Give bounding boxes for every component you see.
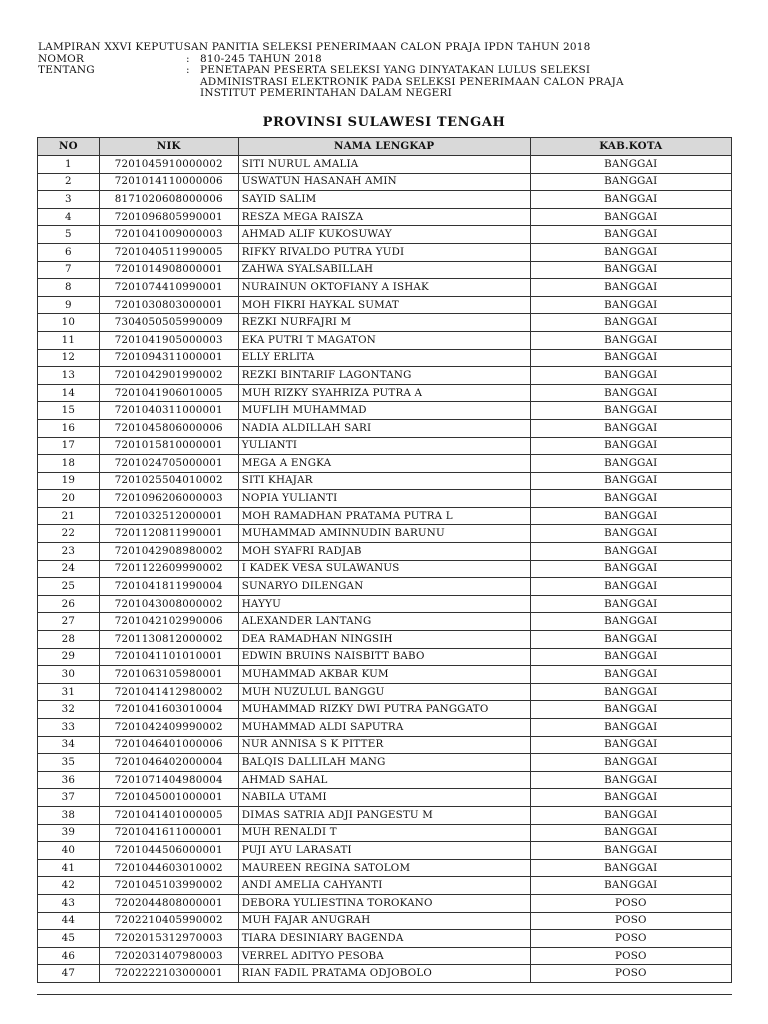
cell-no: 22 [38, 525, 100, 543]
cell-kab: BANGGAI [530, 631, 731, 649]
cell-nama: AHMAD ALIF KUKOSUWAY [238, 226, 530, 244]
table-row [38, 472, 732, 490]
cell-kab: BANGGAI [530, 226, 731, 244]
cell-no: 6 [38, 243, 100, 261]
cell-nama: EKA PUTRI T MAGATON [238, 331, 530, 349]
cell-no: 3 [38, 191, 100, 209]
table-row [38, 507, 732, 525]
table-row [38, 877, 732, 895]
cell-nama: MOH SYAFRI RADJAB [238, 543, 530, 561]
cell-nama: MUHAMMAD AMINNUDIN BARUNU [238, 525, 530, 543]
cell-nama: EDWIN BRUINS NAISBITT BABO [238, 648, 530, 666]
nomor-colon: : [186, 52, 190, 65]
cell-nik: 7201041611000001 [99, 824, 238, 842]
cell-kab: BANGGAI [530, 437, 731, 455]
cell-no: 13 [38, 367, 100, 385]
table-row [38, 156, 732, 174]
cell-nik: 7201041401000005 [99, 806, 238, 824]
cell-kab: BANGGAI [530, 859, 731, 877]
cell-no: 7 [38, 261, 100, 279]
table-row [38, 894, 732, 912]
cell-nik: 7201096805990001 [99, 208, 238, 226]
cell-no: 33 [38, 719, 100, 737]
cell-nama: NADIA ALDILLAH SARI [238, 419, 530, 437]
cell-nama: NUR ANNISA S K PITTER [238, 736, 530, 754]
table-row [38, 859, 732, 877]
cell-no: 43 [38, 894, 100, 912]
cell-kab: POSO [530, 894, 731, 912]
cell-nik: 7201040511990005 [99, 243, 238, 261]
cell-nama: MUFLIH MUHAMMAD [238, 402, 530, 420]
cell-nama: PUJI AYU LARASATI [238, 842, 530, 860]
table-row [38, 437, 732, 455]
cell-kab: BANGGAI [530, 455, 731, 473]
cell-nik: 7201041905000003 [99, 331, 238, 349]
cell-kab: BANGGAI [530, 208, 731, 226]
tentang-line [38, 65, 738, 100]
cell-nama: MUH RIZKY SYAHRIZA PUTRA A [238, 384, 530, 402]
cell-nik: 7202015312970003 [99, 930, 238, 948]
cell-nama: AHMAD SAHAL [238, 771, 530, 789]
cell-no: 40 [38, 842, 100, 860]
cell-nik: 7201096206000003 [99, 490, 238, 508]
cell-kab: BANGGAI [530, 683, 731, 701]
cell-no: 45 [38, 930, 100, 948]
table-row [38, 824, 732, 842]
cell-no: 9 [38, 296, 100, 314]
cell-nik: 7201045001000001 [99, 789, 238, 807]
cell-kab: BANGGAI [530, 525, 731, 543]
cell-nik: 8171020608000006 [99, 191, 238, 209]
cell-nik: 7201044506000001 [99, 842, 238, 860]
table-row [38, 331, 732, 349]
page-title: PROVINSI SULAWESI TENGAH [262, 115, 506, 130]
cell-no: 24 [38, 560, 100, 578]
cell-nama: SITI NURUL AMALIA [238, 156, 530, 174]
cell-no: 37 [38, 789, 100, 807]
nomor-label: NOMOR [38, 52, 85, 65]
cell-no: 44 [38, 912, 100, 930]
cell-kab: BANGGAI [530, 613, 731, 631]
cell-kab: BANGGAI [530, 789, 731, 807]
column-header-nama: NAMA LENGKAP [238, 138, 530, 156]
cell-no: 39 [38, 824, 100, 842]
cell-kab: BANGGAI [530, 402, 731, 420]
cell-kab: BANGGAI [530, 384, 731, 402]
cell-nama: MUH NUZULUL BANGGU [238, 683, 530, 701]
cell-kab: BANGGAI [530, 173, 731, 191]
cell-nama: NOPIA YULIANTI [238, 490, 530, 508]
cell-nama: TIARA DESINIARY BAGENDA [238, 930, 530, 948]
cell-kab: BANGGAI [530, 507, 731, 525]
cell-nik: 7201045910000002 [99, 156, 238, 174]
table-row [38, 208, 732, 226]
cell-nik: 7201074410990001 [99, 279, 238, 297]
table-row [38, 736, 732, 754]
column-header-nik: NIK [99, 138, 238, 156]
table-row [38, 631, 732, 649]
cell-nama: MUHAMMAD AKBAR KUM [238, 666, 530, 684]
table-row [38, 525, 732, 543]
cell-nama: HAYYU [238, 595, 530, 613]
cell-no: 17 [38, 437, 100, 455]
cell-nik: 7201042901990002 [99, 367, 238, 385]
cell-nama: I KADEK VESA SULAWANUS [238, 560, 530, 578]
cell-no: 27 [38, 613, 100, 631]
cell-no: 30 [38, 666, 100, 684]
cell-nama: REZKI NURFAJRI M [238, 314, 530, 332]
table-row [38, 455, 732, 473]
table-row [38, 226, 732, 244]
cell-kab: BANGGAI [530, 701, 731, 719]
column-header-kab: KAB.KOTA [530, 138, 731, 156]
cell-nik: 7201041811990004 [99, 578, 238, 596]
cell-no: 19 [38, 472, 100, 490]
cell-nik: 7201041412980002 [99, 683, 238, 701]
cell-no: 23 [38, 543, 100, 561]
table-row [38, 595, 732, 613]
cell-nama: ALEXANDER LANTANG [238, 613, 530, 631]
cell-nik: 7201044603010002 [99, 859, 238, 877]
tentang-label: TENTANG [38, 64, 95, 76]
cell-nik: 7201015810000001 [99, 437, 238, 455]
cell-nik: 7201120811990001 [99, 525, 238, 543]
cell-no: 42 [38, 877, 100, 895]
cell-nama: NURAINUN OKTOFIANY A ISHAK [238, 279, 530, 297]
cell-no: 2 [38, 173, 100, 191]
tentang-value [200, 65, 738, 100]
cell-no: 8 [38, 279, 100, 297]
cell-kab: BANGGAI [530, 191, 731, 209]
cell-kab: BANGGAI [530, 472, 731, 490]
cell-no: 4 [38, 208, 100, 226]
cell-no: 1 [38, 156, 100, 174]
cell-kab: BANGGAI [530, 824, 731, 842]
table-row [38, 613, 732, 631]
cell-kab: BANGGAI [530, 314, 731, 332]
table-row [38, 754, 732, 772]
cell-nama: DEA RAMADHAN NINGSIH [238, 631, 530, 649]
cell-nik: 7304050505990009 [99, 314, 238, 332]
cell-kab: BANGGAI [530, 877, 731, 895]
cell-nik: 7201014908000001 [99, 261, 238, 279]
page-bottom-rule [37, 994, 732, 995]
cell-kab: BANGGAI [530, 296, 731, 314]
table-row [38, 806, 732, 824]
cell-no: 41 [38, 859, 100, 877]
cell-no: 14 [38, 384, 100, 402]
cell-nama: NABILA UTAMI [238, 789, 530, 807]
table-row [38, 719, 732, 737]
cell-nik: 7201122609990002 [99, 560, 238, 578]
cell-kab: BANGGAI [530, 261, 731, 279]
cell-kab: POSO [530, 965, 731, 983]
table-row [38, 912, 732, 930]
cell-kab: BANGGAI [530, 279, 731, 297]
cell-nik: 7202210405990002 [99, 912, 238, 930]
cell-nama: MOH RAMADHAN PRATAMA PUTRA L [238, 507, 530, 525]
cell-kab: BANGGAI [530, 666, 731, 684]
table-row [38, 683, 732, 701]
cell-nik: 7201046402000004 [99, 754, 238, 772]
tentang-colon: : [186, 64, 190, 76]
cell-kab: BANGGAI [530, 754, 731, 772]
cell-nama: REZKI BINTARIF LAGONTANG [238, 367, 530, 385]
cell-kab: POSO [530, 912, 731, 930]
cell-no: 11 [38, 331, 100, 349]
cell-kab: BANGGAI [530, 419, 731, 437]
cell-nama: USWATUN HASANAH AMIN [238, 173, 530, 191]
cell-kab: BANGGAI [530, 490, 731, 508]
cell-no: 28 [38, 631, 100, 649]
table-row [38, 191, 732, 209]
cell-no: 47 [38, 965, 100, 983]
cell-nik: 7201063105980001 [99, 666, 238, 684]
table-row [38, 543, 732, 561]
table-row [38, 666, 732, 684]
cell-no: 18 [38, 455, 100, 473]
cell-nik: 7202031407980003 [99, 947, 238, 965]
cell-nik: 7201024705000001 [99, 455, 238, 473]
tentang-line-2: ADMINISTRASI ELEKTRONIK PADA SELEKSI PENERIMAAN CALON PRAJA [200, 75, 624, 88]
cell-kab: BANGGAI [530, 331, 731, 349]
cell-kab: BANGGAI [530, 156, 731, 174]
lampiran-line [38, 42, 738, 54]
cell-nik: 7201045103990002 [99, 877, 238, 895]
cell-nik: 7201094311000001 [99, 349, 238, 367]
cell-no: 21 [38, 507, 100, 525]
cell-no: 16 [38, 419, 100, 437]
cell-nama: MUHAMMAD ALDI SAPUTRA [238, 719, 530, 737]
cell-nama: SITI KHAJAR [238, 472, 530, 490]
cell-nama: ANDI AMELIA CAHYANTI [238, 877, 530, 895]
cell-nik: 7202222103000001 [99, 965, 238, 983]
cell-no: 36 [38, 771, 100, 789]
cell-nik: 7201042102990006 [99, 613, 238, 631]
table-row [38, 384, 732, 402]
table-row [38, 314, 732, 332]
table-row [38, 173, 732, 191]
cell-kab: BANGGAI [530, 349, 731, 367]
column-header-no: NO [38, 138, 100, 156]
cell-no: 31 [38, 683, 100, 701]
cell-nama: RIAN FADIL PRATAMA ODJOBOLO [238, 965, 530, 983]
nomor-value: 810-245 TAHUN 2018 [200, 52, 322, 65]
cell-kab: BANGGAI [530, 736, 731, 754]
cell-nama: SUNARYO DILENGAN [238, 578, 530, 596]
cell-kab: BANGGAI [530, 560, 731, 578]
table-row [38, 930, 732, 948]
table-row [38, 771, 732, 789]
table-row [38, 349, 732, 367]
cell-nik: 7201045806000006 [99, 419, 238, 437]
cell-nama: MUH RENALDI T [238, 824, 530, 842]
cell-nik: 7201040311000001 [99, 402, 238, 420]
cell-nik: 7201030803000001 [99, 296, 238, 314]
cell-nama: BALQIS DALLILAH MANG [238, 754, 530, 772]
table-row [38, 578, 732, 596]
cell-nama: MAUREEN REGINA SATOLOM [238, 859, 530, 877]
cell-no: 5 [38, 226, 100, 244]
cell-no: 46 [38, 947, 100, 965]
cell-nik: 7201041603010004 [99, 701, 238, 719]
cell-nik: 7201130812000002 [99, 631, 238, 649]
table-row [38, 842, 732, 860]
cell-kab: BANGGAI [530, 719, 731, 737]
table-row [38, 367, 732, 385]
cell-no: 26 [38, 595, 100, 613]
table-row [38, 648, 732, 666]
cell-nik: 7201014110000006 [99, 173, 238, 191]
cell-kab: BANGGAI [530, 806, 731, 824]
cell-no: 32 [38, 701, 100, 719]
cell-no: 15 [38, 402, 100, 420]
table-row [38, 701, 732, 719]
cell-kab: BANGGAI [530, 842, 731, 860]
table-row [38, 419, 732, 437]
cell-no: 35 [38, 754, 100, 772]
cell-kab: BANGGAI [530, 648, 731, 666]
document-header [38, 42, 738, 100]
cell-no: 25 [38, 578, 100, 596]
cell-kab: BANGGAI [530, 595, 731, 613]
cell-no: 10 [38, 314, 100, 332]
cell-nama: ZAHWA SYALSABILLAH [238, 261, 530, 279]
cell-nik: 7201025504010002 [99, 472, 238, 490]
cell-kab: BANGGAI [530, 243, 731, 261]
cell-nama: MEGA A ENGKA [238, 455, 530, 473]
cell-nama: SAYID SALIM [238, 191, 530, 209]
cell-nik: 7201071404980004 [99, 771, 238, 789]
cell-no: 12 [38, 349, 100, 367]
table-row [38, 296, 732, 314]
cell-nama: MUHAMMAD RIZKY DWI PUTRA PANGGATO [238, 701, 530, 719]
cell-no: 34 [38, 736, 100, 754]
table-row [38, 965, 732, 983]
cell-no: 20 [38, 490, 100, 508]
cell-nama: VERREL ADITYO PESOBA [238, 947, 530, 965]
cell-kab: BANGGAI [530, 543, 731, 561]
cell-nik: 7201043008000002 [99, 595, 238, 613]
table-row [38, 402, 732, 420]
lampiran-text: LAMPIRAN XXVI KEPUTUSAN PANITIA SELEKSI PENERIMAAN CALON PRAJA IPDN TAHUN 2018 [38, 41, 591, 53]
table-row [38, 490, 732, 508]
cell-nik: 7201042409990002 [99, 719, 238, 737]
cell-kab: POSO [530, 947, 731, 965]
cell-kab: BANGGAI [530, 578, 731, 596]
cell-nik: 7201041906010005 [99, 384, 238, 402]
cell-nama: DIMAS SATRIA ADJI PANGESTU M [238, 806, 530, 824]
table-header-row [38, 138, 732, 156]
cell-nik: 7202044808000001 [99, 894, 238, 912]
cell-kab: POSO [530, 930, 731, 948]
table-row [38, 560, 732, 578]
tentang-line-1: PENETAPAN PESERTA SELEKSI YANG DINYATAKAN LULUS SELEKSI [200, 64, 591, 76]
cell-kab: BANGGAI [530, 367, 731, 385]
cell-nik: 7201042908980002 [99, 543, 238, 561]
table-body [38, 156, 732, 983]
cell-nik: 7201046401000006 [99, 736, 238, 754]
table-row [38, 261, 732, 279]
cell-nik: 7201032512000001 [99, 507, 238, 525]
tentang-line-3: INSTITUT PEMERINTAHAN DALAM NEGERI [200, 87, 452, 99]
cell-nama: YULIANTI [238, 437, 530, 455]
table-row [38, 243, 732, 261]
cell-nama: MUH FAJAR ANUGRAH [238, 912, 530, 930]
cell-kab: BANGGAI [530, 771, 731, 789]
cell-nama: ELLY ERLITA [238, 349, 530, 367]
cell-nik: 7201041101010001 [99, 648, 238, 666]
cell-no: 29 [38, 648, 100, 666]
participants-table [37, 137, 732, 983]
cell-nik: 7201041009000003 [99, 226, 238, 244]
cell-nama: RIFKY RIVALDO PUTRA YUDI [238, 243, 530, 261]
cell-nama: DEBORA YULIESTINA TOROKANO [238, 894, 530, 912]
cell-nama: MOH FIKRI HAYKAL SUMAT [238, 296, 530, 314]
cell-nama: RESZA MEGA RAISZA [238, 208, 530, 226]
table-row [38, 947, 732, 965]
cell-no: 38 [38, 806, 100, 824]
table-row [38, 789, 732, 807]
table-row [38, 279, 732, 297]
